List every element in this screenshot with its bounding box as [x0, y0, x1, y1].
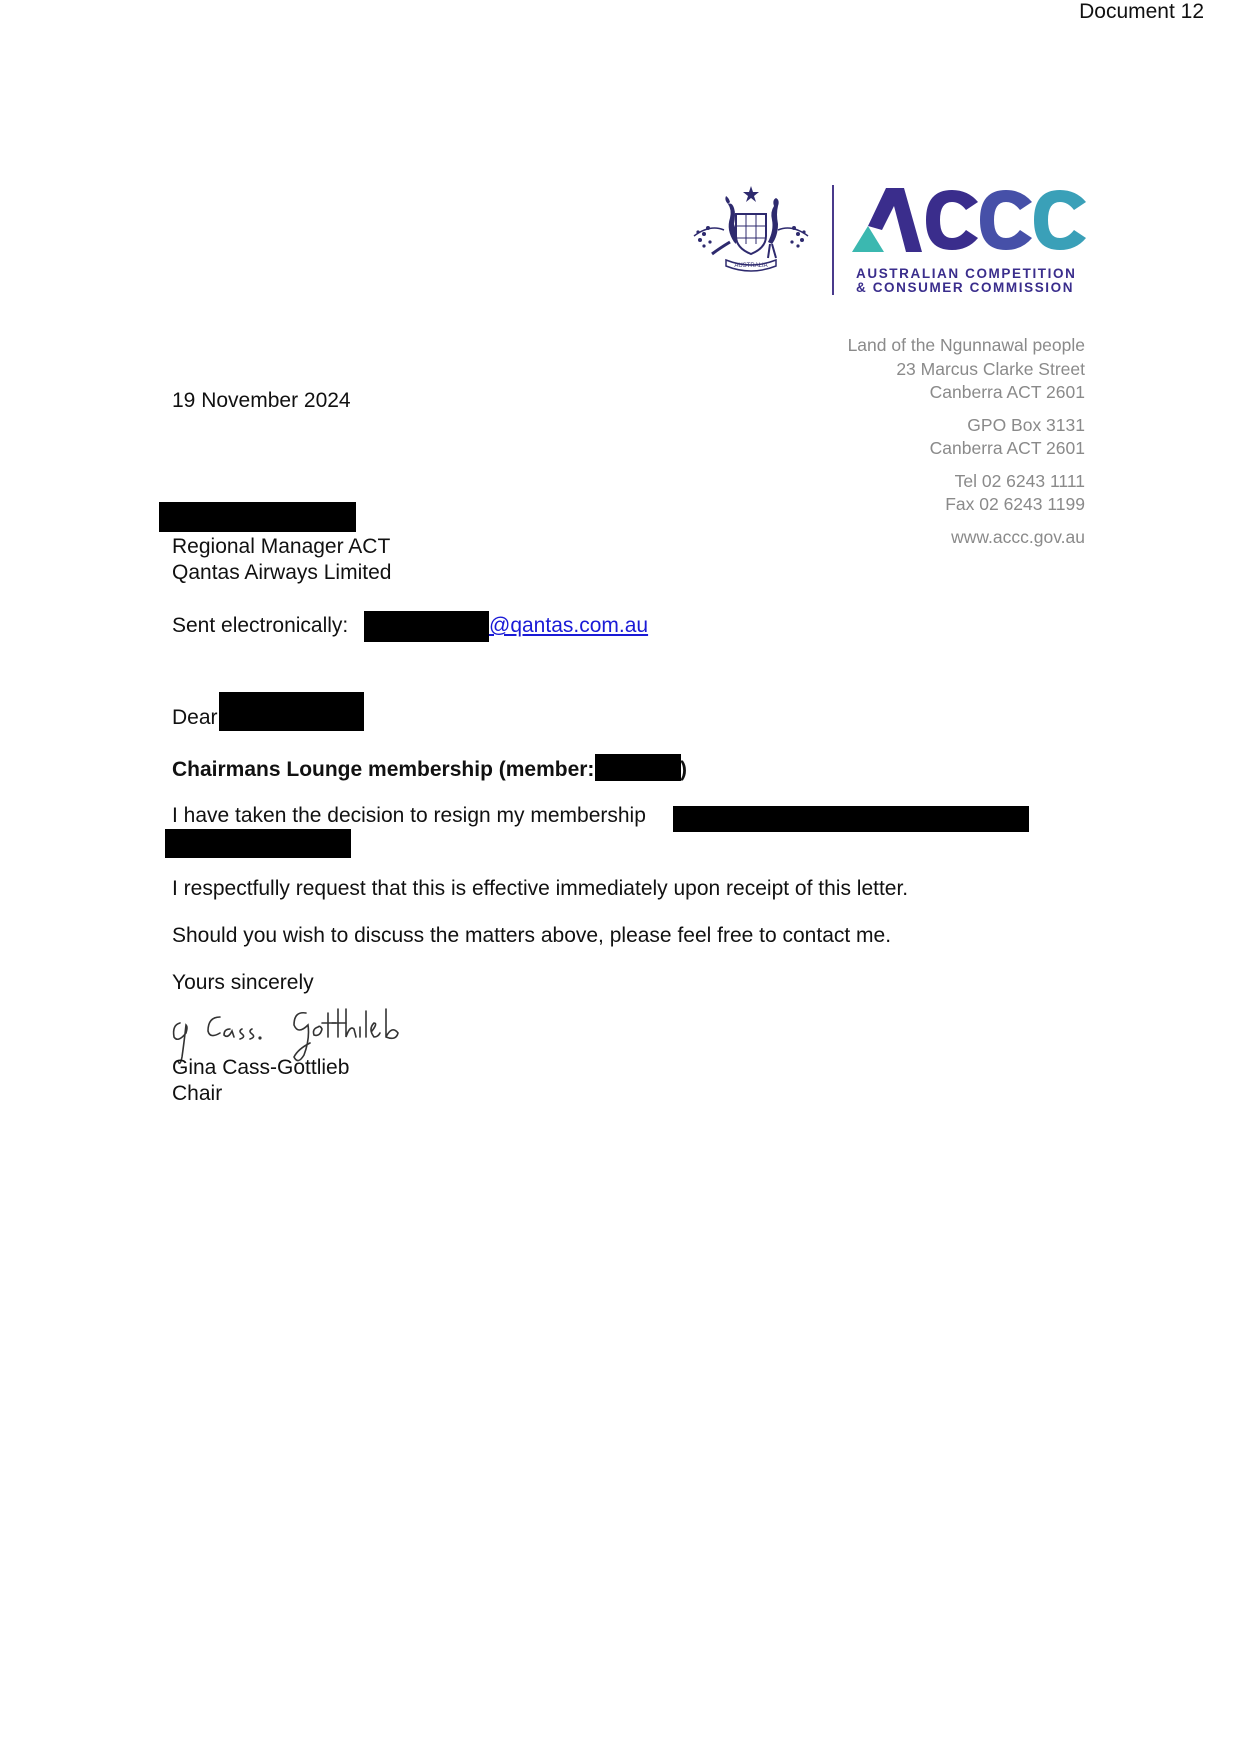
website: www.accc.gov.au	[951, 526, 1085, 547]
address-block	[848, 334, 1085, 549]
accc-logo	[852, 182, 1088, 266]
redaction-box	[159, 502, 356, 532]
salutation: Dear	[172, 706, 218, 729]
sent-electronically-label: Sent electronically:	[172, 614, 349, 637]
redaction-box	[364, 611, 489, 642]
fax: Fax 02 6243 1199	[945, 494, 1085, 514]
paragraph-resignation: I have taken the decision to resign my membership	[172, 804, 646, 827]
signatory-role: Chair	[172, 1082, 223, 1105]
accc-logo-subtitle	[856, 267, 1086, 295]
redaction-box	[595, 754, 681, 781]
closing: Yours sincerely	[172, 971, 314, 994]
telephone: Tel 02 6243 1111	[954, 470, 1085, 491]
accc-logo-line1: AUSTRALIAN COMPETITION	[856, 266, 1077, 281]
document-label: Document 12	[1079, 0, 1204, 23]
address-line: Land of the Ngunnawal people	[847, 335, 1085, 355]
letterhead-divider	[832, 185, 834, 295]
crest-scroll-text: AUSTRALIA	[734, 263, 768, 269]
recipient-company: Qantas Airways Limited	[172, 561, 392, 584]
redaction-box	[219, 692, 364, 731]
paragraph-contact: Should you wish to discuss the matters above, please feel free to contact me.	[172, 924, 892, 947]
address-line: GPO Box 3131	[967, 414, 1085, 435]
email-link[interactable]: @qantas.com.au	[489, 614, 649, 637]
accc-logo-line2: & CONSUMER COMMISSION	[856, 280, 1075, 295]
redaction-box	[673, 806, 1029, 832]
paragraph-request: I respectfully request that this is effective immediately upon receipt of this letter.	[172, 877, 909, 900]
subject-line: Chairmans Lounge membership (member:	[172, 758, 595, 781]
address-line: 23 Marcus Clarke Street	[896, 358, 1085, 379]
coat-of-arms-icon	[690, 184, 812, 276]
address-line: Canberra ACT 2601	[929, 438, 1085, 458]
letter-date: 19 November 2024	[172, 389, 351, 412]
subject-close: )	[680, 758, 687, 781]
signatory-name: Gina Cass-Gottlieb	[172, 1056, 350, 1079]
recipient-title: Regional Manager ACT	[172, 535, 391, 558]
redaction-box	[165, 829, 351, 858]
address-line: Canberra ACT 2601	[929, 382, 1085, 402]
